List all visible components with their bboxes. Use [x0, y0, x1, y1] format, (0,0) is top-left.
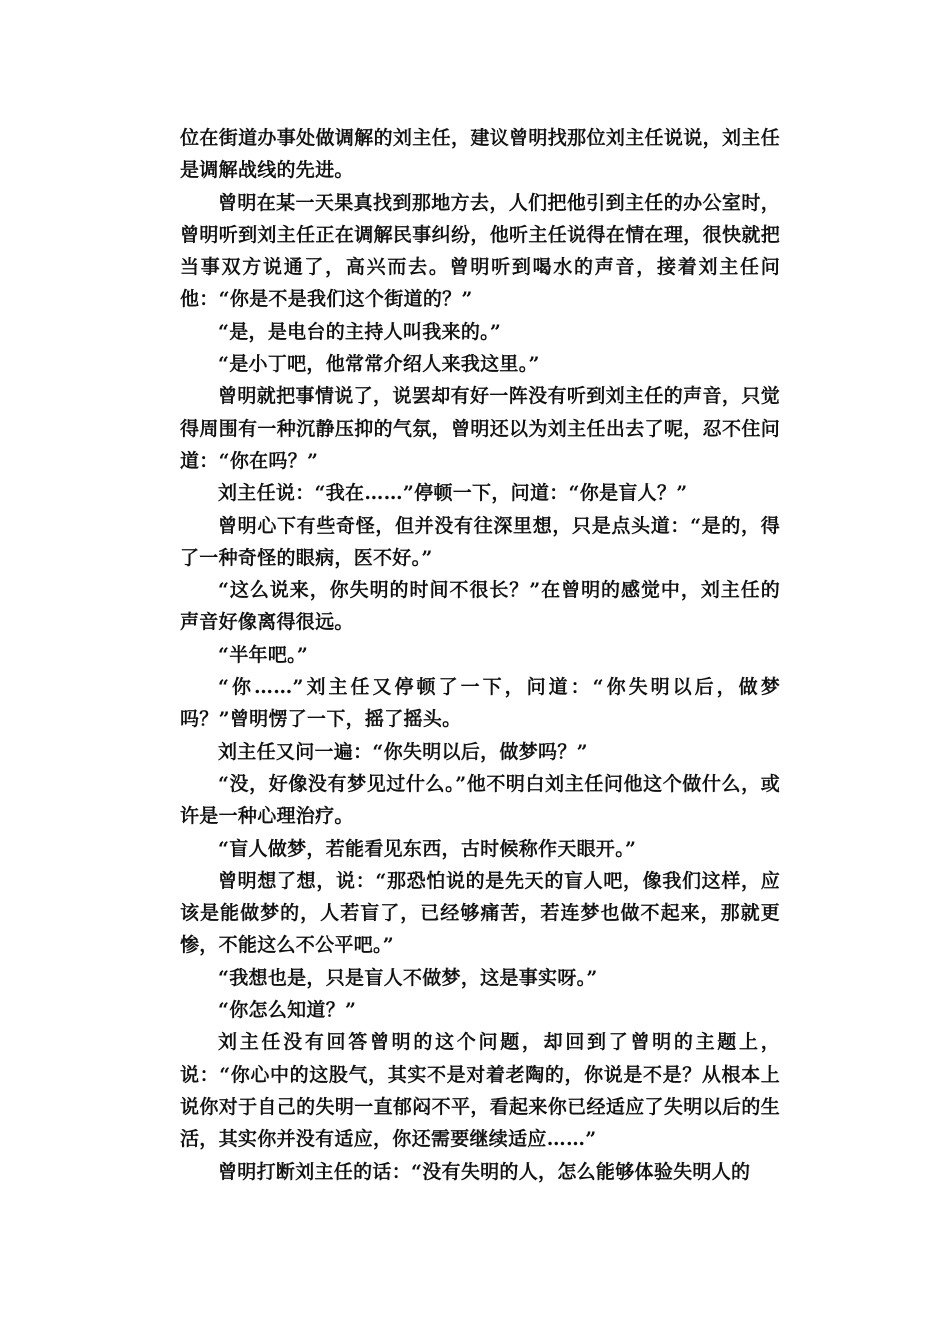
paragraph: 曾明想了想，说：“那恐怕说的是先天的盲人吧，像我们这样，应该是能做梦的，人若盲了，已经够痛苦，若连梦也做不起来，那就更惨，不能这么不公平吧。”	[180, 869, 780, 957]
paragraph: 曾明就把事情说了，说罢却有好一阵没有听到刘主任的声音，只觉得周围有一种沉静压抑的气氛，曾明还以为刘主任出去了呢，忍不住问道：“你在吗？”	[180, 385, 780, 472]
paragraph: 刘主任没有回答曾明的这个问题，却回到了曾明的主题上，说：“你心中的这股气，其实不是对着老陶的，你说是不是？从根本上说你对于自己的失明一直郁闷不平，看起来你已经适应了失明以后的生活，其实你并没有适应，你还需要继续适应……”	[180, 1031, 780, 1151]
paragraph: “半年吧。”	[218, 643, 309, 666]
paragraph: “我想也是，只是盲人不做梦，这是事实呀。”	[218, 966, 598, 989]
paragraph: 曾明心下有些奇怪，但并没有往深里想，只是点头道：“是的，得了一种奇怪的眼病，医不好。”	[180, 514, 780, 569]
paragraph: “没，好像没有梦见过什么。”他不明白刘主任问他这个做什么，或许是一种心理治疗。	[180, 772, 780, 828]
paragraph: 刘主任说：“我在……”停顿一下，问道：“你是盲人？”	[218, 482, 688, 505]
paragraph: “你……”刘主任又停顿了一下，问道：“你失明以后，做梦吗？”曾明愣了一下，摇了摇头。	[180, 676, 780, 731]
paragraph: “盲人做梦，若能看见东西，古时候称作天眼开。”	[218, 837, 637, 860]
paragraph: “你怎么知道？”	[218, 999, 357, 1022]
paragraph: “是小丁吧，他常常介绍人来我这里。”	[218, 353, 540, 376]
paragraph: 刘主任又问一遍：“你失明以后，做梦吗？”	[218, 740, 588, 763]
paragraph: 曾明打断刘主任的话：“没有失明的人，怎么能够体验失明人的	[218, 1160, 751, 1183]
document-page	[180, 122, 780, 1188]
paragraph: 位在街道办事处做调解的刘主任，建议曾明找那位刘主任说说，刘主任是调解战线的先进。	[180, 127, 780, 182]
paragraph: 曾明在某一天果真找到那地方去，人们把他引到主任的办公室时，曾明听到刘主任正在调解民事纠纷，他听主任说得在情在理，很快就把当事双方说通了，高兴而去。曾明听到喝水的声音，接着刘主任问他：“你是不是我们这个街道的？”	[180, 191, 780, 311]
paragraph: “这么说来，你失明的时间不很长？”在曾明的感觉中，刘主任的声音好像离得很远。	[180, 579, 780, 634]
paragraph: “是，是电台的主持人叫我来的。”	[218, 320, 502, 343]
